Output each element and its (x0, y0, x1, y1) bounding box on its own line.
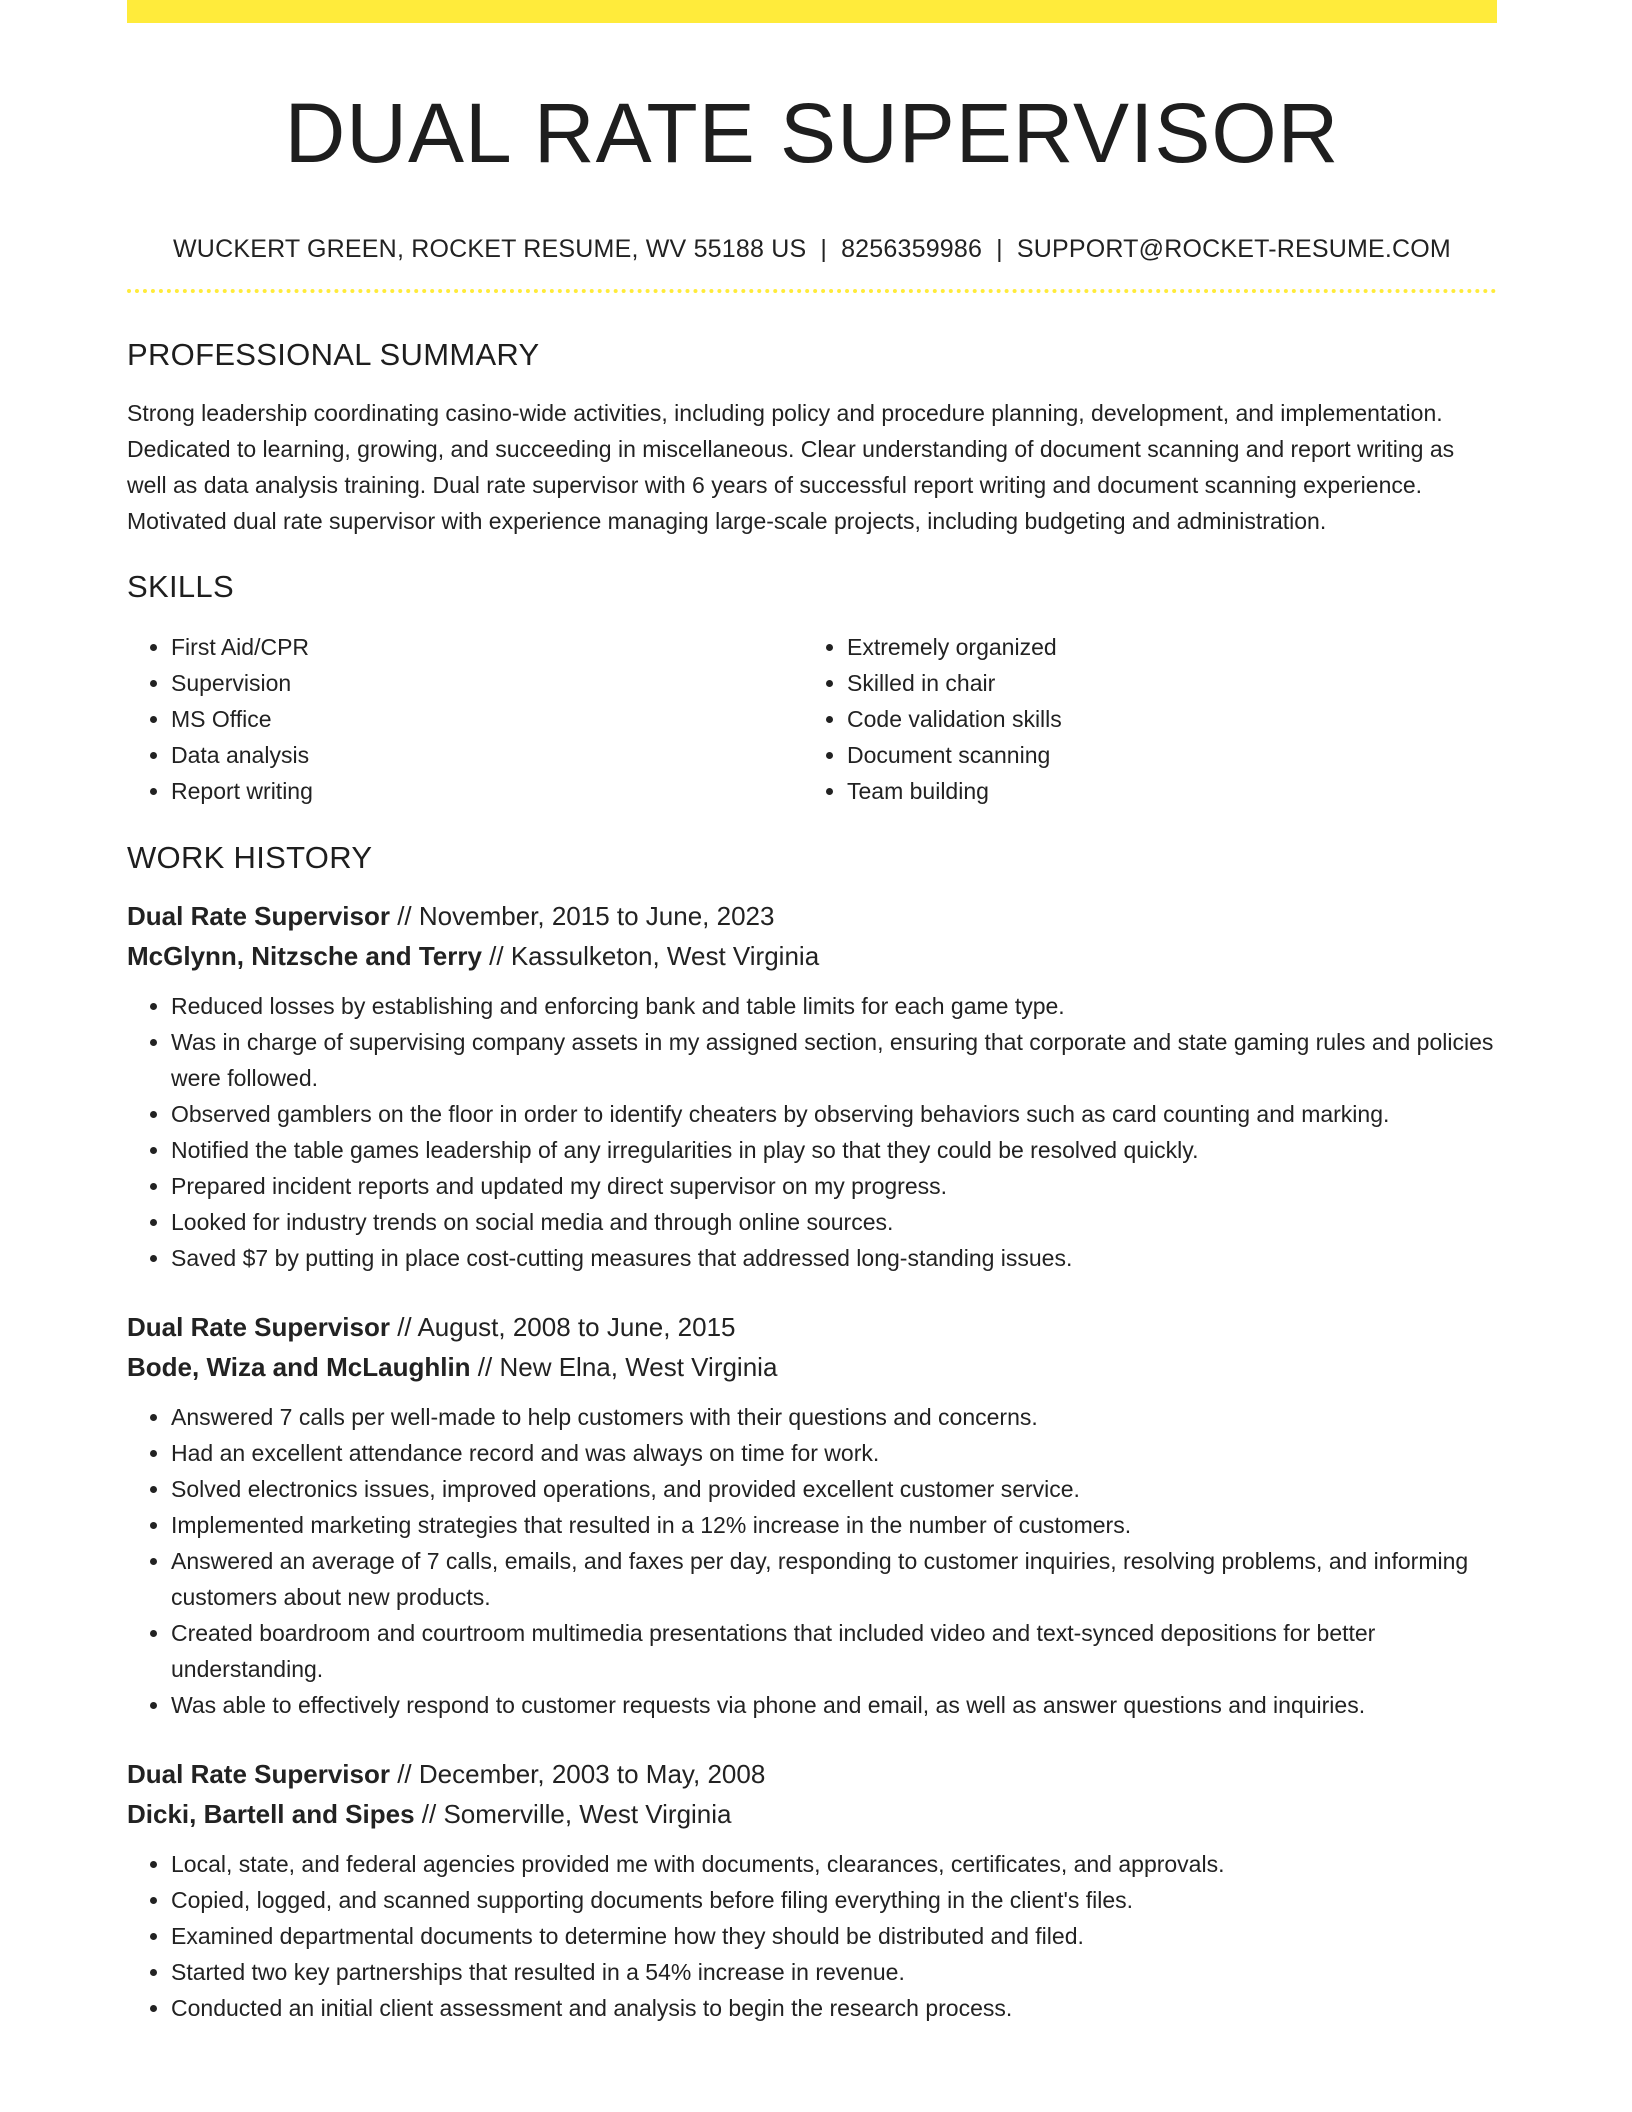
job-role: Dual Rate Supervisor (127, 1312, 390, 1342)
job-entry (127, 1754, 1497, 2026)
skill-item: • Data analysis (171, 737, 803, 773)
skills-list (127, 629, 1497, 809)
job-bullet: • Examined departmental documents to determine how they should be distributed and filed. (171, 1918, 1497, 1954)
job-bullet: • Saved $7 by putting in place cost-cutting measures that addressed long-standing issues. (171, 1240, 1497, 1276)
job-bullet: • Had an excellent attendance record and was always on time for work. (171, 1435, 1497, 1471)
job-company: Dicki, Bartell and Sipes (127, 1799, 415, 1829)
job-role: Dual Rate Supervisor (127, 901, 390, 931)
job-role: Dual Rate Supervisor (127, 1759, 390, 1789)
contact-email: SUPPORT@ROCKET-RESUME.COM (1016, 235, 1451, 263)
job-entry (127, 896, 1497, 1276)
skill-item: • Extremely organized (847, 629, 1497, 665)
job-separator: // (481, 941, 511, 971)
job-bullet: • Copied, logged, and scanned supporting documents before filing everything in the client's files. (171, 1882, 1497, 1918)
job-bullet: • Created boardroom and courtroom multimedia presentations that included video and text-synced depositions for better understanding. (171, 1615, 1497, 1687)
job-dates: December, 2003 to May, 2008 (418, 1759, 766, 1789)
skill-item: • Team building (847, 773, 1497, 809)
job-bullet: • Prepared incident reports and updated my direct supervisor on my progress. (171, 1168, 1497, 1204)
skill-item: • Document scanning (847, 737, 1497, 773)
job-separator: // (389, 1312, 418, 1342)
summary-text: Strong leadership coordinating casino-wide activities, including policy and procedure planning, development, and implementation. Dedicated to learning, growing, and succeeding in miscellaneous. Clear understanding of document scanning and report writing as well as data analysis training. Dual rate supervisor with 6 years of successful report writing and document scanning experience. Motivated dual rate supervisor with experience managing large-scale projects, including budgeting and administration. (127, 400, 1455, 534)
job-location: Kassulketon, West Virginia (510, 941, 820, 971)
job-separator: // (414, 1799, 444, 1829)
job-bullet: • Answered an average of 7 calls, emails, and faxes per day, responding to customer inquiries, resolving problems, and informing customers about new products. (171, 1543, 1497, 1615)
job-company-line (127, 936, 1497, 976)
contact-separator: | (820, 235, 828, 263)
job-bullet: • Was in charge of supervising company assets in my assigned section, ensuring that corporate and state gaming rules and policies were followed. (171, 1024, 1497, 1096)
skills-column-right (803, 629, 1497, 809)
job-bullet: • Started two key partnerships that resulted in a 54% increase in revenue. (171, 1954, 1497, 1990)
skill-item: • Report writing (171, 773, 803, 809)
job-dates: November, 2015 to June, 2023 (418, 901, 775, 931)
skills-heading: SKILLS (127, 569, 234, 604)
job-bullet: • Local, state, and federal agencies provided me with documents, clearances, certificates, and approvals. (171, 1846, 1497, 1882)
skill-item: • Code validation skills (847, 701, 1497, 737)
job-bullet: • Solved electronics issues, improved operations, and provided excellent customer service. (171, 1471, 1497, 1507)
job-bullet: • Conducted an initial client assessment and analysis to begin the research process. (171, 1990, 1497, 2026)
job-company-line (127, 1347, 1497, 1387)
dotted-divider (127, 289, 1497, 293)
job-title-line (127, 1307, 1497, 1347)
contact-phone: 8256359986 (841, 235, 983, 263)
job-separator: // (389, 901, 419, 931)
job-bullet: • Was able to effectively respond to customer requests via phone and email, as well as answer questions and inquiries. (171, 1687, 1497, 1723)
job-title-line (127, 1754, 1497, 1794)
resume-name: DUAL RATE SUPERVISOR (284, 86, 1340, 180)
job-bullet: • Observed gamblers on the floor in order to identify cheaters by observing behaviors such as card counting and marking. (171, 1096, 1497, 1132)
job-bullet: • Implemented marketing strategies that resulted in a 12% increase in the number of customers. (171, 1507, 1497, 1543)
contact-address: WUCKERT GREEN, ROCKET RESUME, WV 55188 US (173, 235, 807, 263)
job-company: Bode, Wiza and McLaughlin (127, 1352, 471, 1382)
skill-item: • Supervision (171, 665, 803, 701)
contact-line (127, 233, 1497, 265)
job-entry (127, 1307, 1497, 1723)
job-bullet: • Answered 7 calls per well-made to help customers with their questions and concerns. (171, 1399, 1497, 1435)
resume-page (127, 0, 1497, 2026)
job-bullets (127, 988, 1497, 1276)
accent-bar (127, 0, 1497, 23)
contact-separator: | (996, 235, 1003, 263)
skill-item: • First Aid/CPR (171, 629, 803, 665)
job-company: McGlynn, Nitzsche and Terry (127, 941, 482, 971)
job-bullet: • Reduced losses by establishing and enforcing bank and table limits for each game type. (171, 988, 1497, 1024)
work-history-list (127, 896, 1497, 2026)
job-bullets (127, 1846, 1497, 2026)
job-separator: // (389, 1759, 419, 1789)
job-separator: // (470, 1352, 500, 1382)
job-bullet: • Notified the table games leadership of any irregularities in play so that they could be resolved quickly. (171, 1132, 1497, 1168)
work-history-heading: WORK HISTORY (127, 840, 373, 875)
skills-column-left (127, 629, 803, 809)
skill-item: • MS Office (171, 701, 803, 737)
job-location: New Elna, West Virginia (499, 1352, 778, 1382)
skill-item: • Skilled in chair (847, 665, 1497, 701)
summary-heading: PROFESSIONAL SUMMARY (127, 337, 540, 372)
job-dates: August, 2008 to June, 2015 (417, 1312, 736, 1342)
job-bullet: • Looked for industry trends on social media and through online sources. (171, 1204, 1497, 1240)
job-location: Somerville, West Virginia (443, 1799, 732, 1829)
job-company-line (127, 1794, 1497, 1834)
job-bullets (127, 1399, 1497, 1723)
job-title-line (127, 896, 1497, 936)
